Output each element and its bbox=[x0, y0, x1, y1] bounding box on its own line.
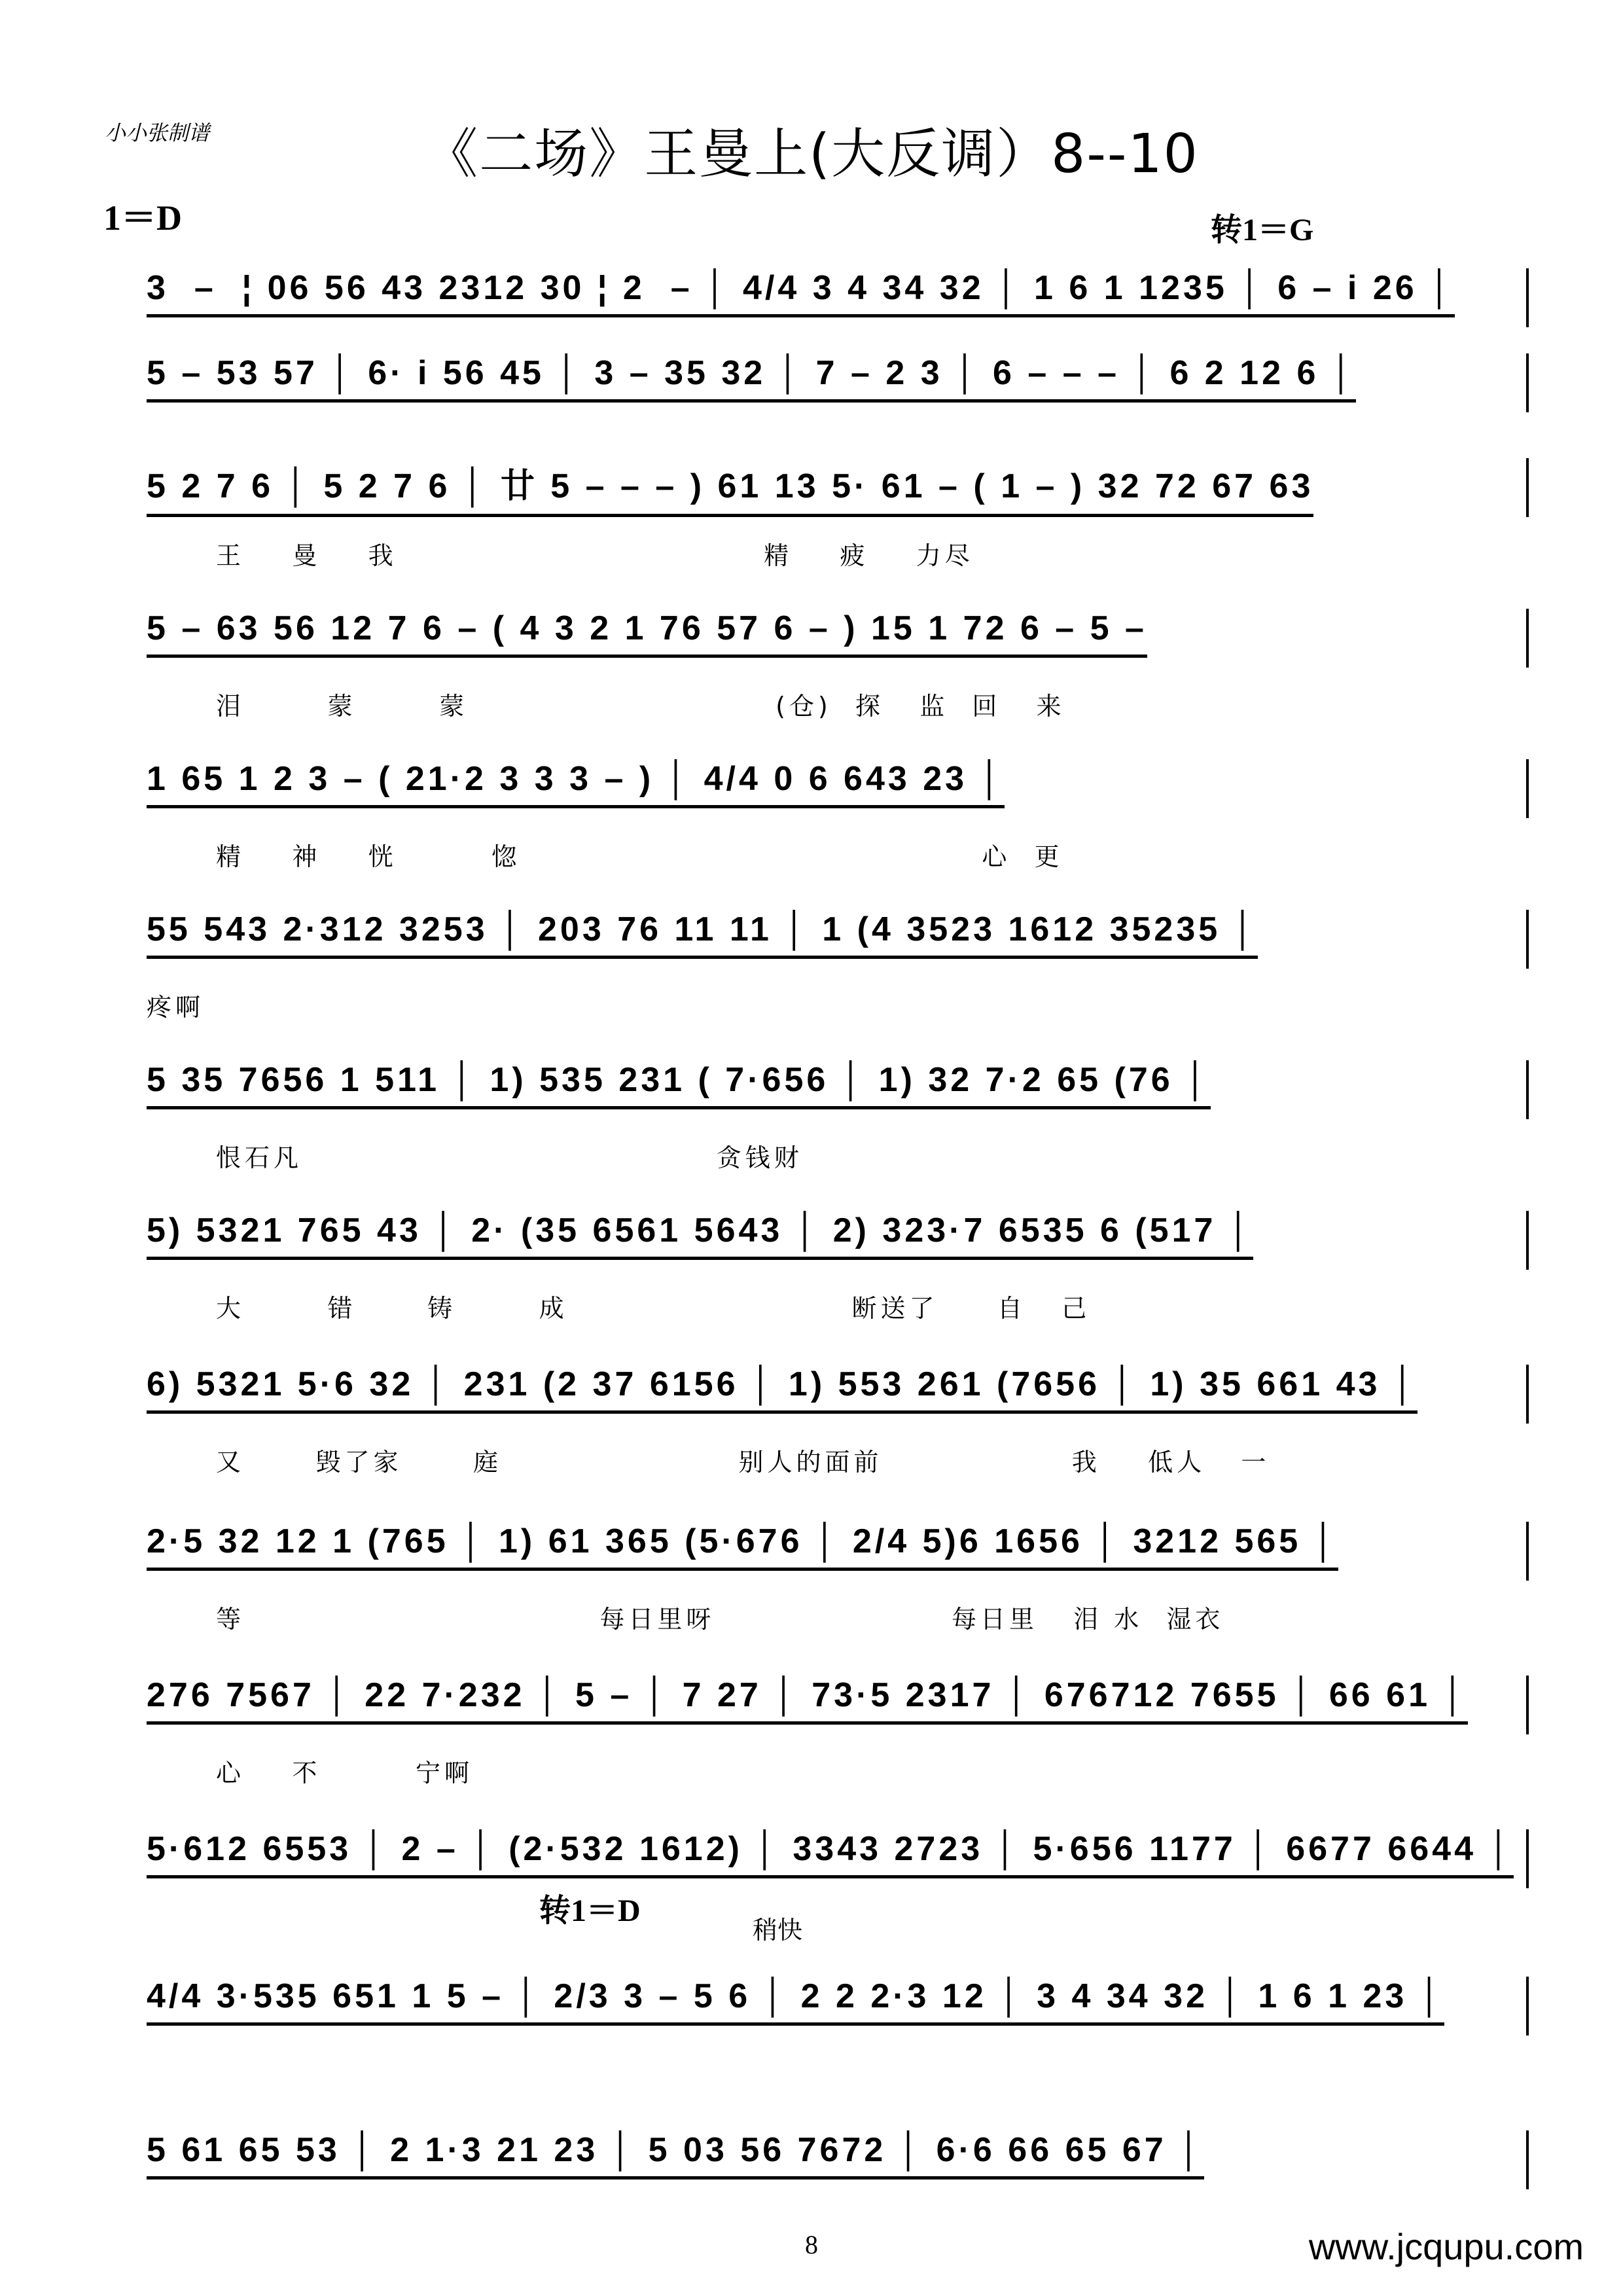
score-row bbox=[0, 1211, 1623, 1365]
lyrics-line: 王 曼 我 精 疲 力尽 bbox=[216, 541, 974, 570]
end-barline bbox=[1526, 759, 1529, 818]
notation-line: 5) 5321 765 43 │ 2· (35 6561 5643 │ 2) 323·7 6535 6 (517 │ bbox=[147, 1211, 1253, 1260]
score-row bbox=[0, 458, 1623, 612]
end-barline bbox=[1526, 609, 1529, 668]
end-barline bbox=[1526, 353, 1529, 412]
tempo-marking: 稍快 bbox=[753, 1916, 803, 1945]
maker-credit: 小小张制谱 bbox=[105, 120, 210, 145]
website-watermark: www.jcqupu.com bbox=[1308, 2226, 1584, 2267]
score-row bbox=[0, 910, 1623, 1064]
end-barline bbox=[1526, 1060, 1529, 1119]
end-barline bbox=[1526, 1676, 1529, 1734]
lyrics-line: 大 错 铸 成 断送了 自 己 bbox=[216, 1294, 1091, 1323]
notation-line: 55 543 2·312 3253 │ 203 76 11 11 │ 1 (4 3523 1612 35235 │ bbox=[147, 910, 1258, 959]
notation-line: 5 61 65 53 │ 2 1·3 21 23 │ 5 03 56 7672 │ 6·6 66 65 67 │ bbox=[147, 2130, 1204, 2179]
notation-line: 5 35 7656 1 511 │ 1) 535 231 ( 7·656 │ 1) 32 7·2 65 (76 │ bbox=[147, 1060, 1211, 1109]
score-row bbox=[0, 1522, 1623, 1676]
notation-line: 1 65 1 2 3 – ( 21·2 3 3 3 – ) │ 4/4 0 6 643 23 │ bbox=[147, 759, 1005, 808]
end-barline bbox=[1526, 458, 1529, 517]
lyrics-line: 心 不 宁啊 bbox=[216, 1759, 473, 1787]
end-barline bbox=[1526, 268, 1529, 327]
score-row bbox=[0, 759, 1623, 913]
score-title: 《二场》王曼上(大反调）8--10 bbox=[424, 123, 1199, 185]
end-barline bbox=[1526, 2130, 1529, 2189]
end-barline bbox=[1526, 1522, 1529, 1581]
end-barline bbox=[1526, 1829, 1529, 1888]
notation-line: 276 7567 │ 22 7·232 │ 5 – │ 7 27 │ 73·5 2317 │ 676712 7655 │ 66 61 │ bbox=[147, 1676, 1468, 1725]
score-row bbox=[0, 609, 1623, 762]
notation-line: 5 – 53 57 │ 6· i 56 45 │ 3 – 35 32 │ 7 – 2 3 │ 6 – – – │ 6 2 12 6 │ bbox=[147, 353, 1356, 403]
end-barline bbox=[1526, 1977, 1529, 2036]
page-number: 8 bbox=[805, 2230, 818, 2259]
notation-line: 5 – 63 56 12 7 6 – ( 4 3 2 1 76 57 6 – ) 15 1 72 6 – 5 – bbox=[147, 609, 1147, 658]
end-barline bbox=[1526, 910, 1529, 969]
end-barline bbox=[1526, 1365, 1529, 1424]
score-row bbox=[0, 1365, 1623, 1518]
notation-line: 5 2 7 6 │ 5 2 7 6 │ 廿 5 – – – ) 61 13 5· 61 – ( 1 – ) 32 72 67 63 bbox=[147, 458, 1313, 517]
notation-line: 3 – ¦ 06 56 43 2312 30 ¦ 2 – │ 4/4 3 4 34 32 │ 1 6 1 1235 │ 6 – i 26 │ bbox=[147, 268, 1455, 317]
notation-line: 2·5 32 12 1 (765 │ 1) 61 365 (5·676 │ 2/4 5)6 1656 │ 3212 565 │ bbox=[147, 1522, 1338, 1571]
lyrics-line: 疼啊 bbox=[147, 993, 205, 1022]
notation-line: 5·612 6553 │ 2 – │ (2·532 1612) │ 3343 2723 │ 5·656 1177 │ 6677 6644 │ bbox=[147, 1829, 1514, 1878]
lyrics-line: 精 神 恍 惚 心 更 bbox=[216, 842, 1063, 871]
score-row bbox=[0, 1829, 1623, 1983]
score-row bbox=[0, 1676, 1623, 1829]
lyrics-line: 等 每日里呀 每日里 泪 水 湿衣 bbox=[216, 1605, 1224, 1634]
modulation-to-g: 转1＝G bbox=[1211, 213, 1314, 247]
notation-line: 4/4 3·535 651 1 5 – │ 2/3 3 – 5 6 │ 2 2 2·3 12 │ 3 4 34 32 │ 1 6 1 23 │ bbox=[147, 1977, 1444, 2026]
notation-line: 6) 5321 5·6 32 │ 231 (2 37 6156 │ 1) 553 261 (7656 │ 1) 35 661 43 │ bbox=[147, 1365, 1418, 1414]
end-barline bbox=[1526, 1211, 1529, 1270]
key-signature: 1＝D bbox=[103, 198, 182, 238]
score-row bbox=[0, 1977, 1623, 2130]
modulation-to-d: 转1＝D bbox=[539, 1893, 641, 1928]
lyrics-line: 泪 蒙 蒙 (仓) 探 监 回 来 bbox=[216, 692, 1065, 721]
score-row bbox=[0, 1060, 1623, 1214]
lyrics-line: 又 毁了家 庭 别人的面前 我 低人 一 bbox=[216, 1448, 1270, 1477]
lyrics-line: 恨石凡 贪钱财 bbox=[216, 1143, 803, 1172]
